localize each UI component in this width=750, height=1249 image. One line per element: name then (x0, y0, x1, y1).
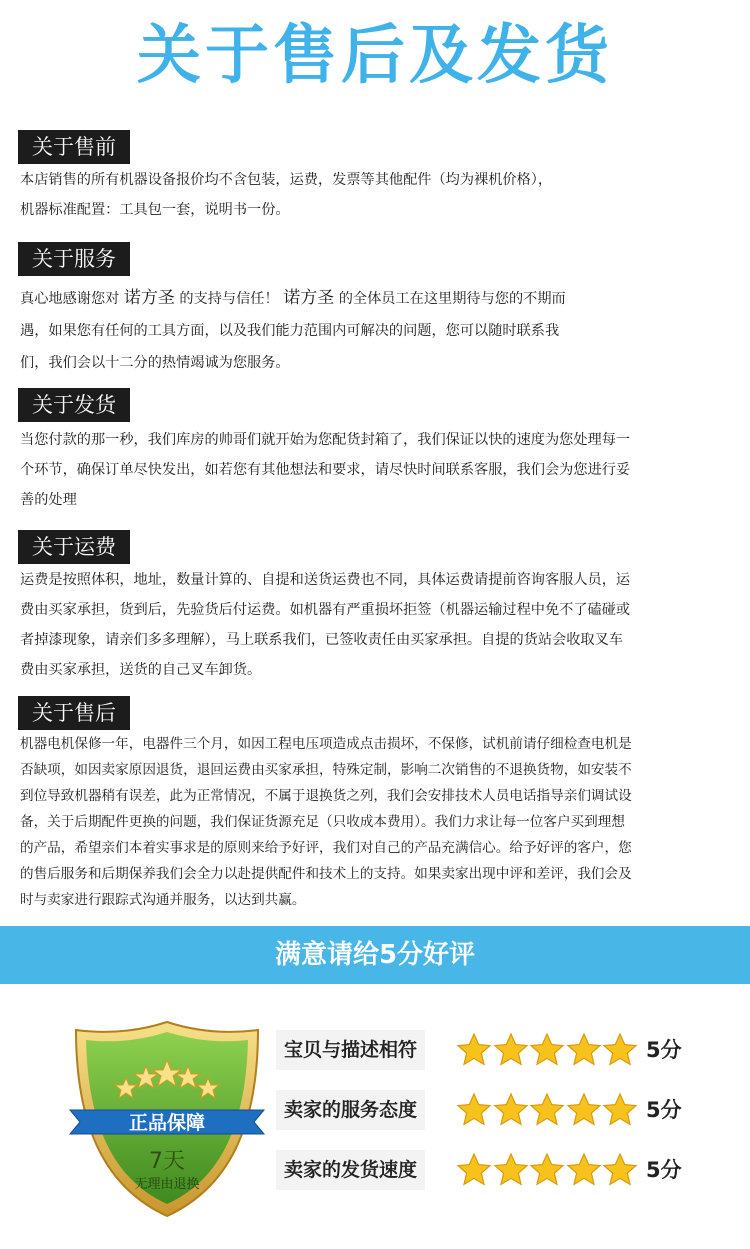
ribbon-text: 正品保障 (128, 1112, 206, 1134)
rating-stars (456, 1092, 639, 1128)
star-icon (566, 1092, 602, 1128)
star-icon (566, 1032, 602, 1068)
section-shipping (18, 388, 732, 515)
rating-stars (456, 1032, 639, 1068)
section-freight (18, 530, 732, 685)
brand-name: 诺方圣 (283, 288, 335, 308)
star-icon (493, 1032, 529, 1068)
text-line: 机器标准配置：工具包一套，说明书一份。 (20, 202, 290, 218)
star-icon (456, 1032, 492, 1068)
star-icon (529, 1092, 565, 1128)
rating-label: 卖家的服务态度 (276, 1090, 425, 1130)
ratings-list (276, 1030, 716, 1210)
star-icon (456, 1092, 492, 1128)
badge-caption: 无理由退换 (134, 1177, 200, 1192)
text-line (20, 282, 732, 315)
star-icon (493, 1092, 529, 1128)
text-fragment: 的全体员工在这里期待与您的不期而 (338, 291, 566, 307)
star-icon (602, 1152, 638, 1188)
rating-banner: 满意请给5分好评 (0, 926, 750, 984)
rating-score: 5分 (646, 1158, 682, 1182)
star-icon (529, 1032, 565, 1068)
text-line: 的产品，希望亲们本着实事求是的原则来给予好评，我们对自己的产品充满信心。给予好评的客户，您 (20, 840, 632, 856)
text-fragment: 真心地感谢您对 (20, 291, 120, 307)
badge-days: 7天 (149, 1149, 185, 1174)
text-line: 的售后服务和后期保养我们会全力以赴提供配件和技术上的支持。如果卖家出现中评和差评，我们会及 (20, 866, 632, 882)
text-line: 费由买家承担，送货的自己叉车卸货。 (20, 662, 262, 678)
rating-label: 卖家的发货速度 (276, 1150, 425, 1190)
rating-stars (456, 1152, 639, 1188)
text-line: 者掉漆现象，请亲们多多理解），马上联系我们，已签收责任由买家承担。自提的货站会收取叉车 (20, 632, 623, 648)
text-line: 机器电机保修一年，电器件三个月，如因工程电压项造成点击损坏，不保修，试机前请仔细检查电机是 (20, 736, 632, 752)
section-heading: 关于运费 (18, 530, 130, 564)
guarantee-badge (68, 1018, 266, 1220)
rating-row (276, 1150, 716, 1190)
text-line: 们，我们会以十二分的热情竭诚为您服务。 (20, 355, 290, 371)
section-aftersale (18, 696, 732, 913)
text-line: 运费是按照体积，地址，数量计算的、自提和送货运费也不同，具体运费请提前咨询客服人员，运 (20, 572, 631, 588)
text-line: 到位导致机器稍有误差，此为正常情况，不属于退换货之列，我们会安排技术人员电话指导亲们调试设 (20, 788, 632, 804)
star-icon (529, 1152, 565, 1188)
text-line: 费由买家承担，货到后，先验货后付运费。如机器有严重损坏拒签（机器运输过程中免不了磕碰或 (20, 602, 631, 618)
text-line: 否缺项，如因卖家原因退货，退回运费由买家承担，特殊定制，影响二次销售的不退换货物，如安装不 (20, 762, 632, 778)
rating-row (276, 1090, 716, 1130)
section-body (18, 165, 732, 225)
text-line: 本店销售的所有机器设备报价均不含包装，运费，发票等其他配件（均为裸机价格）， (20, 172, 553, 188)
brand-name: 诺方圣 (123, 288, 175, 308)
page-title: 关于售后及发货 (137, 19, 613, 93)
star-icon (602, 1092, 638, 1128)
section-body (18, 731, 732, 913)
section-body (18, 282, 732, 379)
text-line: 当您付款的那一秒，我们库房的帅哥们就开始为您配货封箱了，我们保证以快的速度为您处理每一 (20, 432, 631, 448)
text-line: 时与卖家进行跟踪式沟通并服务，以达到共赢。 (20, 892, 306, 908)
rating-row (276, 1030, 716, 1070)
rating-score: 5分 (646, 1098, 682, 1122)
section-presale (18, 130, 732, 225)
rating-score: 5分 (646, 1038, 682, 1062)
section-service (18, 242, 732, 379)
text-line: 遇，如果您有任何的工具方面，以及我们能力范围内可解决的问题，您可以随时联系我 (20, 323, 560, 339)
star-icon (566, 1152, 602, 1188)
section-body (18, 565, 732, 685)
section-heading: 关于售前 (18, 130, 130, 164)
text-line: 善的处理 (20, 492, 77, 508)
section-heading: 关于发货 (18, 388, 130, 422)
text-fragment: 的支持与信任！ (179, 291, 279, 307)
star-icon (493, 1152, 529, 1188)
text-line: 个环节，确保订单尽快发出，如若您有其他想法和要求，请尽快时间联系客服，我们会为您进行妥 (20, 462, 631, 478)
star-icon (602, 1032, 638, 1068)
text-line: 备，关于后期配件更换的问题，我们保证货源充足（只收成本费用）。我们力求让每一位客户买到理想 (20, 814, 625, 830)
section-heading: 关于服务 (18, 242, 130, 276)
section-body (18, 425, 732, 515)
section-heading: 关于售后 (18, 696, 130, 730)
rating-label: 宝贝与描述相符 (276, 1030, 425, 1070)
star-icon (456, 1152, 492, 1188)
